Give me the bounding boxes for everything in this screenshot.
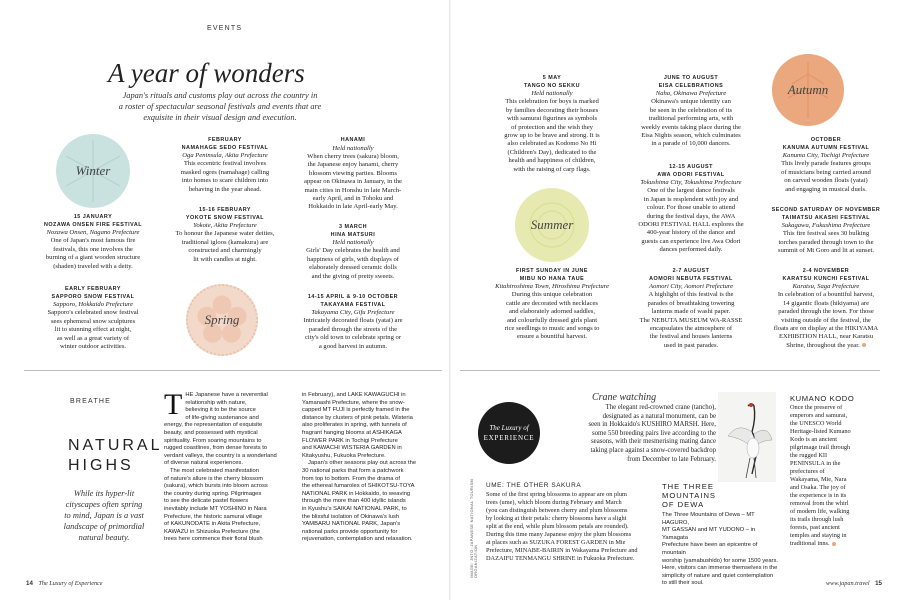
article-line: capped MT FUJI is perfectly framed in the bbox=[302, 407, 410, 414]
kumano-line: the UNESCO World bbox=[790, 420, 842, 427]
kumano-line: temples and staying in bbox=[790, 532, 847, 539]
festival-body: To honour the Japanese water deities, bbox=[175, 230, 275, 238]
kumano-line: the rugged KII bbox=[790, 452, 828, 459]
article-line: verdant valleys, the country is a wonderland bbox=[164, 452, 277, 459]
dewa-line: Here, visitors can immerse themselves in the bbox=[662, 565, 778, 572]
dewa-line: MT GASSAN and MT YUDONO – in Yamagata bbox=[662, 527, 756, 541]
kumano-line: pilgrimage trail through bbox=[790, 444, 851, 451]
season-label-autumn: Autumn bbox=[787, 82, 829, 97]
subtitle-line: exquisite in their visual design and execution. bbox=[143, 113, 297, 122]
article-line: the ethereal fumaroles of SHIKOTSU-TOYA bbox=[302, 483, 415, 490]
festival-body: When cherry trees (sakura) bloom, bbox=[307, 152, 399, 160]
festival-body: in a parade of 10,000 dancers. bbox=[651, 140, 731, 148]
festival-body: lanterns made of washi paper. bbox=[651, 308, 731, 316]
festival-body: traditional performing arts, with bbox=[648, 115, 734, 123]
festival-body: paraded through the town. For those bbox=[778, 308, 874, 316]
festival-location: Karatsu, Saga Prefecture bbox=[792, 283, 860, 290]
festival-body: on carved wooden floats (yatai) bbox=[784, 177, 868, 185]
ume-line: DAZAIFU TENMANGU SHRINE in Fukuoka Prefecture. bbox=[486, 555, 635, 562]
festival-location: Oga Peninsula, Akita Prefecture bbox=[182, 152, 268, 159]
festival-body: winter outdoor activities. bbox=[59, 343, 127, 351]
festival-body: by families decorating their houses bbox=[505, 106, 599, 114]
festival-location: Takayama City, Gifu Prefecture bbox=[311, 309, 395, 316]
kumano-line: Kodo is an ancient bbox=[790, 436, 838, 443]
subtitle-line: natural beauty. bbox=[78, 533, 130, 542]
festival-karatsu bbox=[762, 268, 890, 350]
festival-body: Eisa Nights season, which culminates bbox=[641, 132, 741, 140]
festival-eisa bbox=[624, 75, 758, 149]
kumano-body bbox=[790, 404, 890, 548]
article-line: in February), and LAKE KAWAGUCHI in bbox=[302, 392, 406, 398]
subtitle-line: cityscapes often spring bbox=[65, 500, 143, 509]
festival-location: Aomori City, Aomori Prefecture bbox=[649, 283, 733, 290]
section-label-events: EVENTS bbox=[207, 25, 243, 32]
article-line: and KAWACHI WISTERIA GARDEN in bbox=[302, 445, 402, 452]
article-line: inevitably include MT YOSHINO in Nara bbox=[164, 505, 267, 512]
natural-highs-subtitle bbox=[50, 488, 158, 543]
dewa-title-line: OF DEWA bbox=[662, 500, 705, 509]
crane-line: The elegant red-crowned crane (tancho), bbox=[605, 404, 716, 411]
festival-body: dances performed daily. bbox=[659, 246, 723, 254]
ume-line: Some of the first spring blossoms to appear are on plum bbox=[486, 491, 627, 498]
crane-line: from December to late February. bbox=[627, 455, 716, 463]
badge-line-2: EXPERIENCE bbox=[483, 434, 535, 442]
festival-body: floats are on display at the HIKIYAMA bbox=[773, 325, 879, 333]
crane-line: designated as a natural monument, can be bbox=[602, 412, 716, 420]
festival-body: Shrine, throughout the year. bbox=[786, 341, 860, 349]
festival-awa-odori bbox=[624, 164, 758, 255]
festival-body: A highlight of this festival is the bbox=[648, 291, 734, 299]
festival-body: cattle are decorated with necklaces bbox=[506, 299, 598, 307]
kumano-line: Heritage-listed Kumano bbox=[790, 428, 851, 435]
festival-name: SAPPORO SNOW FESTIVAL bbox=[51, 293, 135, 300]
festival-body: parades of breathtaking towering bbox=[647, 299, 735, 307]
article-line: Japan's other seasons play out across the bbox=[308, 460, 417, 467]
festival-name: YOKOTE SNOW FESTIVAL bbox=[185, 214, 265, 221]
title-line: HIGHS bbox=[68, 457, 134, 474]
festival-body: Sapporo's celebrated snow festival bbox=[47, 309, 139, 317]
festival-body: of musicians being carried around bbox=[781, 168, 871, 176]
festival-body: elaborately dressed ceramic dolls bbox=[309, 264, 397, 272]
subtitle-line: a roster of spectacular seasonal festivals and events that are bbox=[118, 102, 322, 111]
festival-body: rice seedlings to music and songs to bbox=[504, 325, 600, 333]
festival-body: Girls' Day celebrates the health and bbox=[306, 247, 400, 255]
festival-name: MIBU NO HANA TAUE bbox=[519, 275, 585, 282]
festival-kanuma bbox=[762, 137, 890, 194]
festival-body: traditional igloos (kamakura) are bbox=[181, 238, 269, 246]
article-line: trees here commence their floral blush bbox=[164, 536, 263, 543]
end-mark-icon bbox=[832, 542, 836, 546]
festival-name: NAMAHAGE SEDO FESTIVAL bbox=[181, 144, 269, 151]
magazine-name: The Luxury of Experience bbox=[38, 580, 103, 587]
crane-watching-body bbox=[540, 404, 716, 464]
ume-body bbox=[486, 491, 658, 563]
festival-body: 400-year history of the dance and bbox=[646, 229, 736, 237]
festival-name: TANGO NO SEKKU bbox=[523, 82, 580, 89]
festival-body: and the giving of pretty sweets. bbox=[311, 272, 395, 280]
festival-body: One of Japan's most famous fire bbox=[50, 237, 136, 245]
festival-body: main cities in Honshu in late March- bbox=[304, 186, 402, 194]
ume-line: Prefecture, MINABE-BAIRIN in Wakayama Prefecture and bbox=[486, 547, 638, 554]
festival-body: In celebration of a bountiful harvest, bbox=[777, 291, 875, 299]
article-line: HE Japanese have a reverential bbox=[185, 392, 268, 398]
dewa-title bbox=[662, 482, 716, 509]
festival-body: and engaging in musical duels. bbox=[785, 185, 867, 193]
article-line: in Kyushu's SAIKAI NATIONAL PARK, to bbox=[302, 505, 407, 512]
festival-date: 3 MARCH bbox=[338, 224, 368, 230]
article-line: rejuvenation, contemplation and relaxation. bbox=[302, 536, 413, 543]
festival-date: 2-4 NOVEMBER bbox=[802, 268, 850, 274]
festival-name: AWA ODORI FESTIVAL bbox=[657, 171, 725, 178]
festival-body: masked ogres (namahage) calling bbox=[180, 168, 270, 176]
article-line: YAMBARU NATIONAL PARK, Japan's bbox=[302, 521, 401, 528]
article-line: NATIONAL PARK in Hokkaido, to weaving bbox=[302, 490, 411, 497]
festival-date: HANAMI bbox=[340, 137, 366, 143]
festival-date: 12-15 AUGUST bbox=[669, 164, 713, 170]
crane-line: seasons, with their mesmerising mating dance bbox=[591, 438, 716, 446]
article-line: rugged coastlines, from dense forests to bbox=[164, 445, 268, 452]
festival-body: as well as a great variety of bbox=[56, 334, 130, 342]
ume-line: by looking at their petals: cherry blossoms have a slight bbox=[486, 515, 627, 522]
crane-photo bbox=[718, 392, 776, 482]
festival-date: FEBRUARY bbox=[208, 137, 242, 143]
section-divider-right bbox=[460, 370, 880, 371]
section-label-breathe: BREATHE bbox=[70, 398, 111, 405]
festival-body: weekly events taking place during the bbox=[641, 123, 741, 131]
festival-nebuta bbox=[624, 268, 758, 350]
article-line: of life-giving sustenance and bbox=[185, 414, 259, 421]
festival-takayama bbox=[292, 294, 414, 351]
crane-illustration-icon bbox=[718, 392, 776, 482]
kumano-line: Wakayama, Mie, Nara bbox=[790, 476, 847, 483]
festival-date: SECOND SATURDAY OF NOVEMBER bbox=[771, 207, 881, 213]
festival-body: guests can experience live Awa Odori bbox=[641, 237, 741, 245]
festival-body: behaving in the year ahead. bbox=[188, 185, 262, 193]
festival-body: happiness of girls, with displays of bbox=[307, 255, 399, 263]
festival-body: visiting outside of the festival, the bbox=[781, 316, 871, 324]
article-column-a bbox=[164, 388, 294, 544]
festival-name: NOZAWA ONSEN FIRE FESTIVAL bbox=[43, 221, 143, 228]
festival-tango bbox=[488, 75, 616, 174]
festival-body: early April, and in Tohoku and bbox=[312, 194, 394, 202]
festival-body: appear on Okinawa in January, in the bbox=[304, 178, 402, 186]
article-line: of nature's allure is the cherry blossom bbox=[164, 475, 264, 482]
festival-hanami bbox=[292, 137, 414, 212]
kumano-title: KUMANO KODO bbox=[790, 394, 855, 403]
dewa-line: The Three Mountains of Dewa – MT HAGURO, bbox=[662, 512, 755, 526]
festival-location: Kitahiroshima Town, Hiroshima Prefecture bbox=[495, 283, 609, 290]
dewa-line: to still their soul. bbox=[662, 580, 704, 587]
festival-location: Sapporo, Hokkaido Prefecture bbox=[52, 301, 134, 308]
festival-taimatsu bbox=[762, 207, 890, 256]
crane-line: seen in Hokkaido's KUSHIRO MARSH. Here, bbox=[588, 421, 716, 429]
kumano-line: removal from the whirl bbox=[790, 500, 849, 507]
kumano-line: prefectures of bbox=[790, 468, 825, 475]
festival-body: grow up to be brave and strong. It is bbox=[504, 132, 600, 140]
crane-line: taking place against a snow-covered backdrop bbox=[590, 446, 716, 454]
article-line: the blissful isolation of Okinawa's lush bbox=[302, 513, 400, 520]
ume-line: at places such as SUZUKA FOREST GARDEN in Mie bbox=[486, 539, 626, 546]
festival-body: be seen in the celebration of its bbox=[649, 106, 733, 114]
article-line: energy, the representation of exquisite bbox=[164, 422, 263, 429]
festival-location: Nozawa Onsen, Nagano Prefecture bbox=[46, 229, 140, 236]
festival-body: lit to stunning effect at night, bbox=[54, 326, 132, 334]
article-line: relationship with nature, bbox=[185, 399, 247, 406]
ume-line: trees (ume), which bloom during February and March bbox=[486, 499, 622, 506]
festival-body: The NEBUTA MUSEUM WA-RASSE bbox=[639, 316, 743, 324]
article-line: national parks provide opportunity for bbox=[302, 528, 398, 535]
article-line: fragrant hanging blooms at ASHIKAGA bbox=[302, 429, 402, 436]
spring-circle bbox=[186, 284, 258, 356]
festival-body: This eccentric festival involves bbox=[183, 160, 267, 168]
festival-name: HINA MATSURI bbox=[330, 231, 376, 238]
section-divider-left bbox=[24, 370, 442, 371]
festival-date: JUNE TO AUGUST bbox=[663, 75, 719, 81]
article-line: also proliferates in spring, with tunnels of bbox=[302, 422, 407, 429]
season-label-winter: Winter bbox=[75, 163, 111, 178]
ume-line: split at the end, while plum blossom petals are rounded). bbox=[486, 523, 629, 530]
festival-body: One of the largest dance festivals bbox=[647, 187, 735, 195]
article-line: from top to bottom. From the drama of bbox=[302, 475, 400, 482]
badge-line-1: The Luxury of bbox=[489, 424, 529, 432]
article-line: Yamanashi Prefecture, where the snow- bbox=[302, 399, 405, 406]
article-column-b bbox=[302, 392, 440, 544]
page-gutter bbox=[449, 0, 451, 600]
festival-body: during the festival days, the AWA bbox=[646, 212, 736, 220]
kumano-line: PENINSULA in the bbox=[790, 460, 841, 467]
festival-body: into homes to scare children into bbox=[181, 177, 269, 185]
festival-body: paraded through the streets of the bbox=[308, 325, 398, 333]
festival-date: 5 MAY bbox=[542, 75, 562, 81]
festival-body: city's old town to celebrate spring or bbox=[304, 334, 402, 342]
festival-location: Tokushima City, Tokushima Prefecture bbox=[640, 179, 742, 186]
festival-body: sees ephemeral snow sculptures bbox=[50, 317, 136, 325]
festival-yokote bbox=[166, 207, 284, 264]
article-line: believing it to be the source bbox=[185, 407, 256, 414]
luxury-of-experience-badge bbox=[478, 402, 540, 464]
festival-body: Hokkaido in late April-early May. bbox=[308, 203, 398, 211]
crane-line: some 550 breeding pairs live according to the bbox=[591, 429, 716, 437]
article-line: spirituality. From soaring mountains to bbox=[164, 437, 262, 444]
festival-body: EXHIBITION HALL, near Karatsu bbox=[778, 333, 874, 341]
festival-body: (Children's Day), dedicated to the bbox=[507, 148, 597, 156]
festival-date: 2-7 AUGUST bbox=[672, 268, 710, 274]
festival-body: with samurai figurines as symbols bbox=[506, 115, 598, 123]
festival-location: Kanuma City, Tochigi Prefecture bbox=[782, 152, 870, 159]
festival-name: KARATSU KUNCHI FESTIVAL bbox=[782, 275, 870, 282]
page-number: 15 bbox=[875, 580, 882, 587]
footer-left bbox=[26, 580, 103, 587]
festival-body: burning of a giant wooden structure bbox=[45, 254, 141, 262]
festival-hina bbox=[292, 224, 414, 281]
website-url[interactable]: www.japan.travel bbox=[826, 580, 870, 587]
festival-mibu bbox=[488, 268, 616, 342]
photo-credit: IMAGE: JNTO; JAPANESE NATIONAL TOURISM ORGANIZATION bbox=[470, 478, 478, 578]
festival-body: Intricately decorated floats (yatai) are bbox=[303, 317, 403, 325]
kumano-line: of modern life, walking bbox=[790, 508, 850, 515]
festival-location: Sukagawa, Fukushima Prefecture bbox=[781, 222, 871, 229]
article-line: The most celebrated manifestation bbox=[170, 467, 259, 474]
subtitle-line: to mind, Japan is a vast bbox=[64, 511, 144, 520]
article-line: the country during spring. Pilgrimages bbox=[164, 490, 262, 497]
festival-name: KANUMA AUTUMN FESTIVAL bbox=[782, 144, 870, 151]
festival-body: health and happiness of children, bbox=[508, 157, 596, 165]
end-mark-icon bbox=[862, 343, 866, 347]
subtitle-line: Japan's rituals and customs play out across the country in bbox=[122, 91, 318, 100]
festival-body: a good harvest in autumn. bbox=[318, 342, 388, 350]
subtitle-line: landscape of primordial bbox=[63, 522, 145, 531]
festival-location: Held nationally bbox=[332, 144, 374, 152]
festival-body: (shaden) traveled with a deity. bbox=[53, 262, 133, 270]
festival-date: FIRST SUNDAY IN JUNE bbox=[515, 268, 588, 274]
festival-date: OCTOBER bbox=[810, 137, 842, 143]
dewa-title-line: THE THREE bbox=[662, 482, 714, 491]
article-line: Prefecture, the historic samurai village bbox=[164, 513, 263, 520]
festival-body: blossom viewing parties. Blooms bbox=[309, 169, 397, 177]
festival-name: TAKAYAMA FESTIVAL bbox=[320, 301, 386, 308]
kumano-line: forests, past ancient bbox=[790, 524, 840, 531]
dewa-line: worship (yamabushido) for some 1500 years. bbox=[662, 557, 778, 564]
festival-body: and colourfully dressed girls plant bbox=[506, 316, 598, 324]
title-line: NATURAL bbox=[68, 437, 163, 454]
festival-body: also celebrated as Kodomo No Hi bbox=[507, 140, 597, 148]
dewa-title-line: MOUNTAINS bbox=[662, 491, 716, 500]
festival-name: TAIMATSU AKASHI FESTIVAL bbox=[781, 214, 871, 221]
season-label-summer: Summer bbox=[530, 217, 574, 232]
festival-name: EISA CELEBRATIONS bbox=[658, 82, 724, 89]
kumano-line: the experience is in its bbox=[790, 492, 847, 499]
summer-circle bbox=[515, 188, 589, 262]
festival-date: 14-15 APRIL & 9-10 OCTOBER bbox=[307, 294, 399, 300]
kumano-line: its trails through lush bbox=[790, 516, 844, 523]
dropcap: T bbox=[164, 388, 183, 421]
festival-body: constructed and charmingly bbox=[188, 247, 262, 255]
page-number: 14 bbox=[26, 580, 33, 587]
article-line: (sakura), which bursts into bloom across bbox=[164, 483, 268, 490]
autumn-circle bbox=[772, 54, 844, 126]
festival-body: This lively parade features groups bbox=[781, 160, 871, 168]
footer-right bbox=[826, 580, 882, 587]
natural-highs-title bbox=[68, 436, 163, 476]
ume-line: During this time many Japanese enjoy the plum blossoms bbox=[486, 531, 632, 538]
festival-body: the festival and houses lanterns bbox=[649, 333, 733, 341]
festival-body: the Japanese enjoy hanami, cherry bbox=[307, 161, 399, 169]
festival-namahage bbox=[166, 137, 284, 194]
article-line: through the more than 400 idyllic islands bbox=[302, 498, 406, 505]
festival-body: lit with candles at night. bbox=[193, 255, 257, 263]
festival-body: 14 gigantic floats (hikiyama) are bbox=[782, 299, 870, 307]
festival-location: Yokote, Akita Prefecture bbox=[193, 222, 257, 229]
article-line: beauty, and possessed with mystical bbox=[164, 429, 258, 436]
festival-body: festivals, this one involves the bbox=[53, 245, 133, 253]
article-line: 30 national parks that form a patchwork bbox=[302, 467, 404, 474]
kumano-line: emperors and samurai, bbox=[790, 412, 848, 419]
article-line: of diverse natural experiences. bbox=[164, 460, 243, 467]
ume-line: (you can distinguish between cherry and plum blossoms bbox=[486, 507, 628, 514]
festival-sapporo bbox=[38, 286, 148, 351]
article-line: to see the delicate pastel flowers bbox=[164, 498, 249, 505]
festival-body: and elaborately adorned saddles, bbox=[508, 308, 596, 316]
page-title: A year of wonders bbox=[108, 58, 305, 88]
article-line: FLOWER PARK in Tochigi Prefecture bbox=[302, 437, 398, 444]
festival-nozawa bbox=[38, 214, 148, 271]
festival-location: Held nationally bbox=[332, 239, 374, 246]
festival-body: colour. For those unable to attend bbox=[646, 204, 736, 212]
festival-body: in Japan is resplendent with joy and bbox=[643, 195, 739, 203]
festival-date: 15-16 FEBRUARY bbox=[198, 207, 252, 213]
season-label-spring: Spring bbox=[204, 312, 240, 327]
dewa-body bbox=[662, 512, 778, 588]
festival-body: Okinawa's unique identity can bbox=[651, 98, 731, 106]
article-line: of KAKUNODATE in Akita Prefecture, bbox=[164, 521, 261, 528]
festival-body: torches paraded through town to the bbox=[778, 238, 874, 246]
festival-name: AOMORI NEBUTA FESTIVAL bbox=[649, 275, 733, 282]
crane-watching-title: Crane watching bbox=[592, 392, 657, 403]
article-line: distance by clusters of pink petals. Wisteria bbox=[302, 414, 413, 421]
festival-date: 15 JANUARY bbox=[73, 214, 113, 220]
festival-body: with the raising of carp flags. bbox=[513, 165, 591, 173]
page-subtitle bbox=[96, 90, 344, 123]
festival-body: This fire festival sees 30 bulking bbox=[782, 230, 870, 238]
ume-title: UME: THE OTHER SAKURA bbox=[486, 482, 582, 489]
festival-location: Held nationally bbox=[531, 90, 573, 97]
festival-date: EARLY FEBRUARY bbox=[65, 286, 121, 292]
festival-body: of protection and the wish they bbox=[511, 123, 593, 131]
dewa-line: simplicity of nature and quiet contemplation bbox=[662, 572, 774, 579]
festival-body: During this unique celebration bbox=[511, 291, 593, 299]
winter-circle bbox=[56, 134, 130, 208]
festival-body: summit of Mt Goro and lit at sunset. bbox=[778, 247, 874, 255]
festival-body: encapsulates the atmosphere of bbox=[649, 325, 733, 333]
festival-body: ODORI FESTIVAL HALL explores the bbox=[638, 221, 744, 229]
dewa-line: Prefecture have been an epicentre of mountain bbox=[662, 542, 758, 556]
kumano-line: traditional inns. bbox=[790, 540, 830, 547]
kumano-line: Once the preserve of bbox=[790, 404, 843, 411]
kumano-line: and Osaka. The joy of bbox=[790, 484, 846, 491]
festival-body: This celebration for boys is marked bbox=[505, 98, 599, 106]
festival-location: Naha, Okinawa Prefecture bbox=[655, 90, 727, 97]
article-line: KAWAZU in Shizuoka Prefecture (the bbox=[164, 528, 260, 535]
subtitle-line: While its hyper-lit bbox=[73, 489, 135, 498]
article-line: Kitakyushu, Fukuoka Prefecture. bbox=[302, 452, 386, 459]
festival-body: used in past parades. bbox=[663, 341, 719, 349]
festival-body: ensure a bountiful harvest. bbox=[517, 333, 587, 341]
